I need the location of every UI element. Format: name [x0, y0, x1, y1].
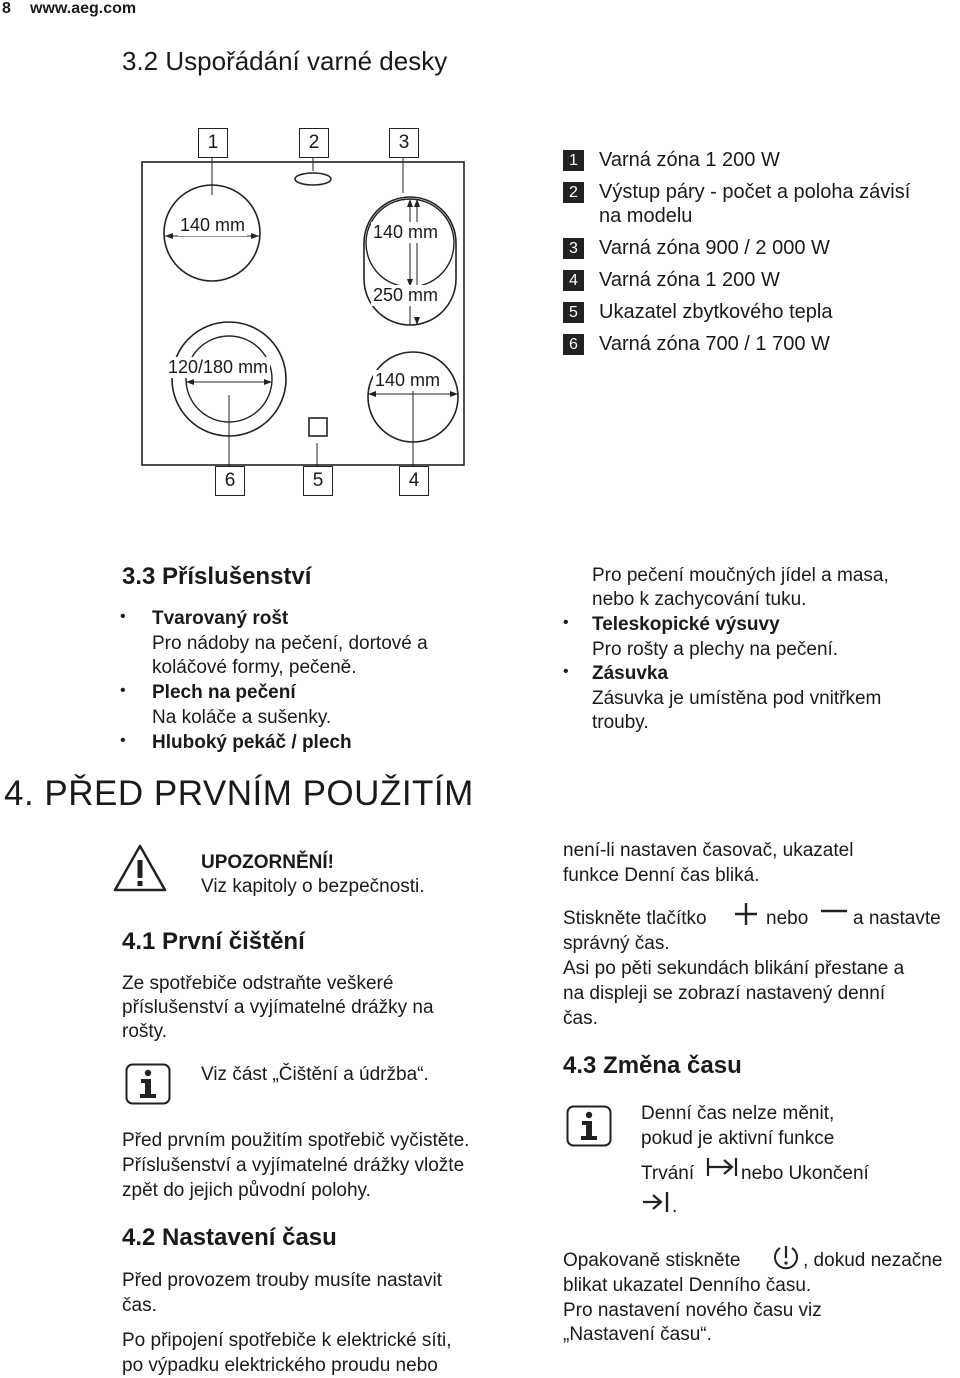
- paragraph-line: příslušenství a vyjímatelné drážky na: [122, 997, 434, 1018]
- legend-number: 5: [563, 302, 584, 323]
- cooktop-diagram: [140, 125, 470, 505]
- legend-text-line2: na modelu: [599, 205, 693, 227]
- paragraph-line: funkce Denní čas bliká.: [563, 865, 760, 886]
- paragraph-line: Opakovaně stiskněte: [563, 1250, 741, 1271]
- plus-icon: [733, 901, 759, 927]
- paragraph-line: zpět do jejich původní polohy.: [122, 1180, 371, 1201]
- legend-text: Varná zóna 700 / 1 700 W: [599, 333, 830, 355]
- accessory-name: Zásuvka: [592, 663, 669, 684]
- info-icon: [566, 1105, 612, 1147]
- legend-number: 2: [563, 182, 584, 203]
- info-text: pokud je aktivní funkce: [641, 1128, 835, 1149]
- legend-text: Ukazatel zbytkového tepla: [599, 301, 833, 323]
- paragraph-line: blikat ukazatel Denního času.: [563, 1275, 812, 1296]
- cooktop-outline: [142, 162, 464, 465]
- section-4-2-title: 4.2 Nastavení času: [122, 1224, 337, 1251]
- paragraph-line: na displeji se zobrazí nastavený denní: [563, 983, 886, 1004]
- dim-zone-3-inner: 140 mm: [373, 222, 439, 242]
- diagram-label-4: 4: [399, 466, 429, 496]
- bullet-icon: •: [120, 732, 126, 749]
- warning-title: UPOZORNĚNÍ!: [201, 852, 334, 873]
- accessory-desc: koláčové formy, pečeně.: [152, 657, 357, 678]
- accessory-desc: Zásuvka je umístěna pod vnitřkem: [592, 688, 882, 709]
- accessory-desc: nebo k zachycování tuku.: [592, 589, 807, 610]
- accessory-desc: Pro rošty a plechy na pečení.: [592, 639, 839, 660]
- accessory-desc: Pro pečení moučných jídel a masa,: [592, 565, 889, 586]
- legend-text: Varná zóna 1 200 W: [599, 149, 780, 171]
- page-number: 8: [2, 0, 11, 17]
- paragraph-line: čas.: [563, 1008, 598, 1029]
- section-4-3-title: 4.3 Změna času: [563, 1052, 742, 1079]
- dim-zone-4: 140 mm: [375, 370, 441, 390]
- warning-text: Viz kapitoly o bezpečnosti.: [201, 876, 425, 897]
- steam-outlet: [295, 173, 331, 185]
- section-3-3-title: 3.3 Příslušenství: [122, 563, 312, 590]
- section-3-2-title: 3.2 Uspořádání varné desky: [122, 46, 448, 76]
- bullet-icon: •: [120, 608, 126, 625]
- info-text: .: [672, 1196, 678, 1217]
- clock-icon: [771, 1243, 801, 1273]
- paragraph-line: a nastavte: [853, 908, 941, 929]
- paragraph-line: Před provozem trouby musíte nastavit: [122, 1270, 442, 1291]
- paragraph-line: rošty.: [122, 1021, 168, 1042]
- info-text: Viz část „Čištění a údržba“.: [201, 1064, 429, 1085]
- legend-number: 3: [563, 238, 584, 259]
- info-text: Trvání: [641, 1163, 695, 1184]
- diagram-label-1: 1: [198, 128, 228, 158]
- accessory-name: Tvarovaný rošt: [152, 608, 289, 629]
- dim-zone-1: 140 mm: [180, 215, 246, 235]
- paragraph-line: čas.: [122, 1295, 157, 1316]
- end-time-icon: [641, 1190, 671, 1214]
- dim-zone-6: 120/180 mm: [168, 357, 269, 377]
- minus-icon: [820, 905, 848, 917]
- paragraph-line: Asi po pěti sekundách blikání přestane a: [563, 958, 905, 979]
- paragraph-line: „Nastavení času“.: [563, 1324, 712, 1345]
- paragraph-line: nebo: [766, 908, 809, 929]
- paragraph-line: není-li nastaven časovač, ukazatel: [563, 840, 854, 861]
- accessory-name: Plech na pečení: [152, 682, 296, 703]
- info-text: nebo Ukončení: [741, 1163, 869, 1184]
- info-text: Denní čas nelze měnit,: [641, 1103, 835, 1124]
- diagram-label-2: 2: [299, 128, 329, 158]
- bullet-icon: •: [563, 663, 569, 680]
- legend-text: Varná zóna 900 / 2 000 W: [599, 237, 830, 259]
- site-url[interactable]: www.aeg.com: [30, 0, 137, 17]
- legend-text: Varná zóna 1 200 W: [599, 269, 780, 291]
- paragraph-line: Po připojení spotřebiče k elektrické síti,: [122, 1330, 452, 1351]
- paragraph-line: Pro nastavení nového času viz: [563, 1300, 822, 1321]
- legend-number: 6: [563, 334, 584, 355]
- section-4-1-title: 4.1 První čištění: [122, 928, 305, 955]
- legend-number: 1: [563, 150, 584, 171]
- diagram-label-6: 6: [215, 466, 245, 496]
- legend-text: Výstup páry - počet a poloha závisí: [599, 181, 911, 203]
- bullet-icon: •: [563, 614, 569, 631]
- accessory-desc: Na koláče a sušenky.: [152, 707, 332, 728]
- warning-icon: [112, 843, 168, 893]
- paragraph-line: Ze spotřebiče odstraňte veškeré: [122, 973, 394, 994]
- paragraph-line: správný čas.: [563, 933, 670, 954]
- paragraph-line: , dokud nezačne: [803, 1250, 943, 1271]
- bullet-icon: •: [120, 682, 126, 699]
- accessory-desc: trouby.: [592, 712, 649, 733]
- paragraph-line: po výpadku elektrického proudu nebo: [122, 1355, 438, 1376]
- duration-icon: [706, 1156, 738, 1178]
- paragraph-line: Příslušenství a vyjímatelné drážky vložte: [122, 1155, 465, 1176]
- chapter-4-title: 4. PŘED PRVNÍM POUŽITÍM: [4, 774, 474, 813]
- paragraph-line: Před prvním použitím spotřebič vyčistěte.: [122, 1130, 470, 1151]
- info-icon: [125, 1063, 171, 1105]
- accessory-name: Hluboký pekáč / plech: [152, 732, 352, 753]
- diagram-label-3: 3: [389, 128, 419, 158]
- residual-heat-indicator: [309, 418, 327, 436]
- diagram-label-5: 5: [303, 466, 333, 496]
- accessory-name: Teleskopické výsuvy: [592, 614, 780, 635]
- dim-zone-3-outer: 250 mm: [373, 285, 439, 305]
- paragraph-line: Stiskněte tlačítko: [563, 908, 707, 929]
- accessory-desc: Pro nádoby na pečení, dortové a: [152, 633, 428, 654]
- legend-number: 4: [563, 270, 584, 291]
